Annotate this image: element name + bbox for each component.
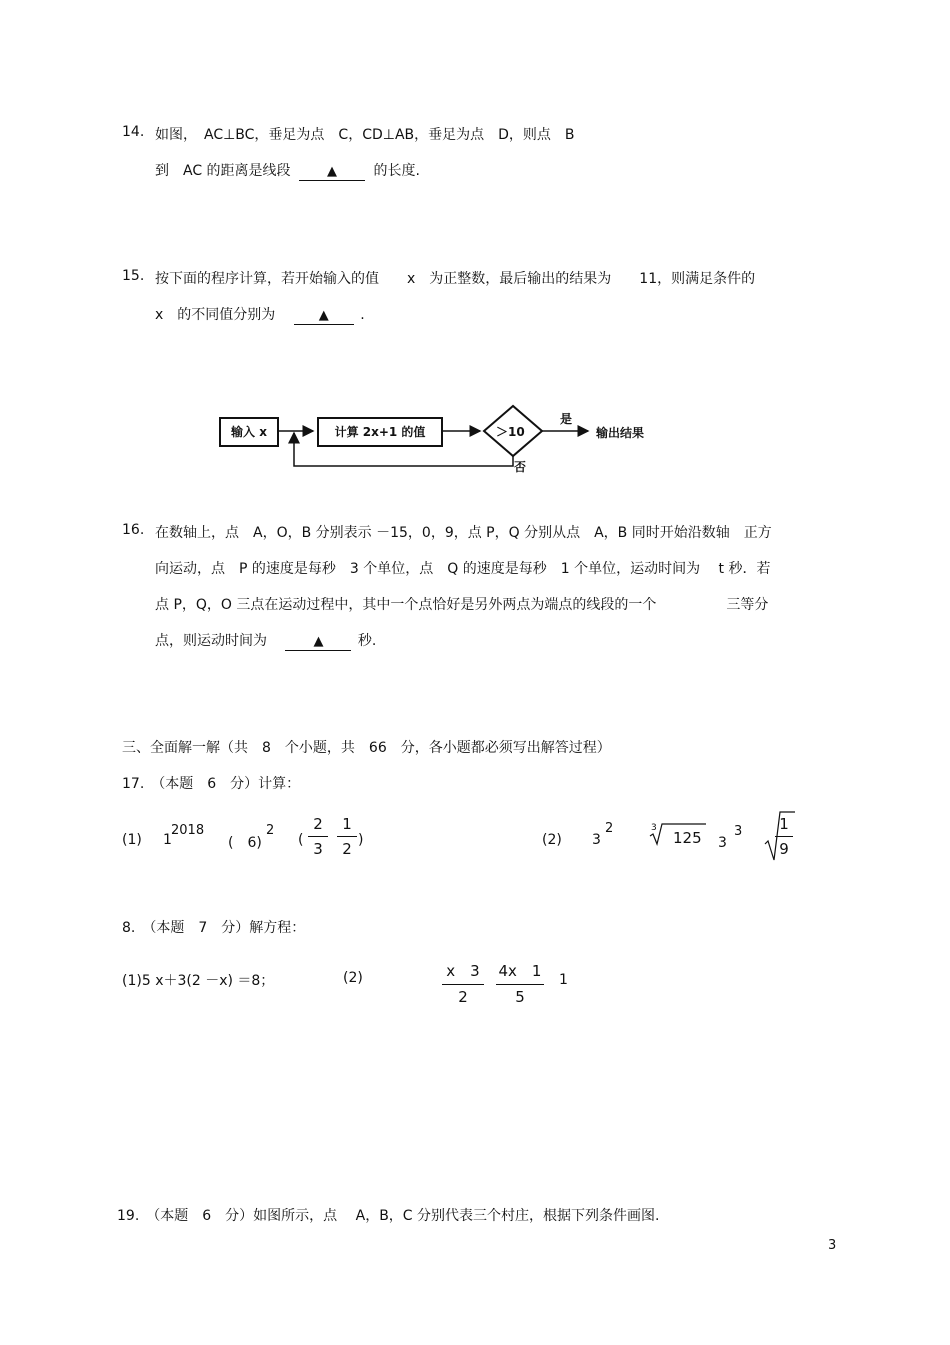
q17-p1-close-paren: ): [358, 832, 364, 848]
section3-heading: 三、全面解一解（共 8 个小题，共 66 分，各小题都必须写出解答过程）: [122, 740, 611, 756]
q17-p1-exponent-2: 2: [266, 823, 275, 838]
q17-p1-label: (1): [122, 832, 142, 848]
flow-condition-label: ＞10: [496, 425, 525, 439]
q17-p2-radicand: 125: [673, 829, 702, 847]
q14-line2-prefix: 到 AC 的距离是线段: [155, 163, 291, 179]
fraction-bar: [496, 984, 544, 985]
q18-p2-rhs: 1: [559, 972, 568, 988]
q17-p2-base-3b: 3: [718, 835, 727, 851]
fraction-numerator: 1: [779, 815, 789, 833]
q16-number: 16.: [122, 522, 145, 538]
q16-line3: 点 P，Q，O 三点在运动过程中，其中一个点恰好是另外两点为端点的线段的一个 三等分: [155, 597, 769, 613]
q16-line4-prefix: 点，则运动时间为: [155, 633, 267, 649]
fraction-denominator: 3: [313, 840, 323, 858]
q17-title: 17. （本题 6 分）计算：: [122, 776, 301, 792]
triangle-icon: ▲: [327, 164, 338, 179]
q17-p2-exponent-3: 3: [734, 824, 743, 839]
q17-p1-base: 1: [163, 832, 172, 848]
q15-line2-prefix: x 的不同值分别为: [155, 307, 276, 323]
q18-p2-fraction-4x1-5: [496, 960, 544, 1006]
q17-p2-label: (2): [542, 832, 562, 848]
q16-answer-blank[interactable]: [285, 633, 351, 651]
q16-line4-suffix: 秒.: [357, 633, 377, 649]
fraction-bar: [337, 836, 357, 837]
q15-line2-suffix: .: [360, 307, 365, 323]
q17-p1-fraction-2-3: [308, 815, 328, 858]
q17-p2-exponent-2: 2: [605, 821, 614, 836]
triangle-icon: ▲: [313, 634, 324, 649]
flowchart-connectors: [0, 0, 950, 480]
fraction-numerator: 1: [342, 815, 352, 833]
flow-output-label: 输出结果: [596, 426, 645, 440]
fraction-numerator: x 3: [446, 962, 480, 980]
q18-title: 8. （本题 7 分）解方程：: [122, 920, 306, 936]
fraction-denominator: 2: [342, 840, 352, 858]
q18-p2-label: (2): [343, 970, 363, 986]
q14-line1: 如图， AC⊥BC，垂足为点 C，CD⊥AB，垂足为点 D，则点 B: [155, 127, 575, 143]
q17-p1-paren-6: ( 6): [228, 835, 262, 851]
flow-no-label: 否: [514, 460, 527, 474]
q15-line1: 按下面的程序计算，若开始输入的值 x 为正整数，最后输出的结果为 11，则满足条件的: [155, 271, 756, 287]
q18-p2-fraction-x3-2: [442, 960, 484, 1006]
q19-text: 19. （本题 6 分）如图所示，点 A，B，C 分别代表三个村庄，根据下列条件画图.: [117, 1208, 660, 1224]
q17-p1-open-paren: (: [298, 832, 304, 848]
fraction-bar: [442, 984, 484, 985]
q17-p1-exponent-2018: 2018: [171, 823, 205, 838]
page-number: 3: [828, 1238, 837, 1253]
fraction-numerator: 2: [313, 815, 323, 833]
q17-p2-fraction-1-9: [775, 815, 793, 858]
fraction-denominator: 9: [779, 840, 789, 858]
fraction-denominator: 2: [458, 988, 468, 1006]
flow-input-box: 输入 x: [219, 417, 279, 447]
flow-compute-box: 计算 2x+1 的值: [317, 417, 443, 447]
q16-line1: 在数轴上，点 A，O，B 分别表示 －15，0，9，点 P，Q 分别从点 A，B 同时开始沿数轴 正方: [155, 525, 772, 541]
q14-number: 14.: [122, 124, 145, 140]
q16-line4: [155, 630, 376, 651]
q14-line2-suffix: 的长度.: [373, 163, 420, 179]
fraction-denominator: 5: [515, 988, 525, 1006]
fraction-bar: [775, 836, 793, 837]
fraction-numerator: 4x 1: [498, 962, 542, 980]
triangle-icon: ▲: [318, 308, 329, 323]
q17-p2-root-index: 3: [651, 823, 657, 833]
fraction-bar: [308, 836, 328, 837]
q15-number: 15.: [122, 268, 145, 284]
q16-line2: 向运动，点 P 的速度是每秒 3 个单位，点 Q 的速度是每秒 1 个单位，运动时间为 t 秒．若: [155, 561, 771, 577]
q17-p1-fraction-1-2: [337, 815, 357, 858]
q17-p2-base-3: 3: [592, 832, 601, 848]
q18-part1: (1)5 x＋3(2 －x) ＝8；: [122, 973, 275, 989]
flow-yes-label: 是: [560, 412, 573, 426]
